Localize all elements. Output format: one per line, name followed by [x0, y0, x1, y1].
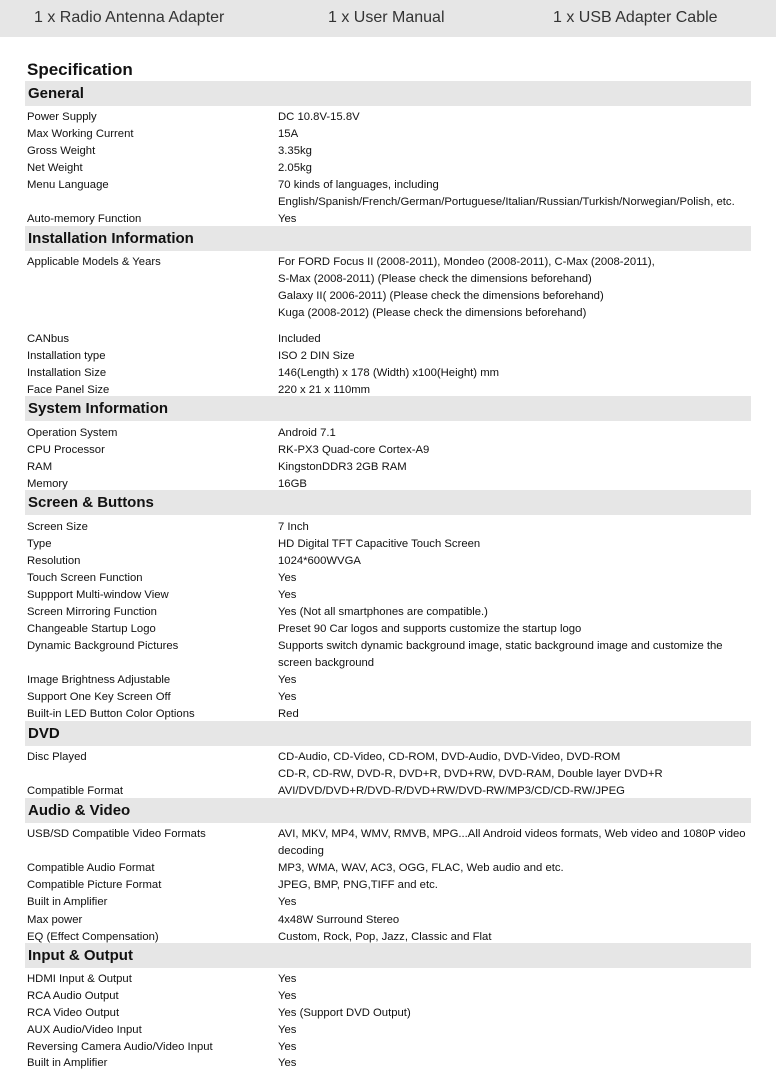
spec-value-line: Custom, Rock, Pop, Jazz, Classic and Flat — [278, 931, 492, 943]
spec-key: RAM — [27, 461, 53, 473]
spec-key: RCA Video Output — [27, 1007, 120, 1019]
spec-key: Built in Amplifier — [27, 1057, 108, 1069]
spec-value — [278, 177, 756, 211]
spec-value — [278, 912, 756, 929]
spec-value-line: Yes — [278, 589, 297, 601]
spec-key: Installation Size — [27, 367, 107, 379]
spec-key: Built-in LED Button Color Options — [27, 708, 195, 720]
spec-value — [278, 442, 756, 459]
spec-value-line: Kuga (2008-2012) (Please check the dimensions beforehand) — [278, 307, 587, 319]
spec-value-line: Yes (Support DVD Output) — [278, 1007, 411, 1019]
spec-value — [278, 749, 756, 783]
spec-key: Suppport Multi-window View — [27, 589, 169, 601]
spec-value-line: MP3, WMA, WAV, AC3, OGG, FLAC, Web audio and etc. — [278, 862, 564, 874]
spec-value-line: Yes — [278, 1024, 297, 1036]
spec-value-line: Android 7.1 — [278, 427, 336, 439]
spec-value-line: Yes (Not all smartphones are compatible.) — [278, 606, 488, 618]
spec-key: Screen Size — [27, 521, 88, 533]
spec-value-line: Yes — [278, 990, 297, 1002]
spec-value — [278, 672, 756, 689]
spec-value-line: AVI/DVD/DVD+R/DVD-R/DVD+RW/DVD-RW/MP3/CD/CD-RW/JPEG — [278, 785, 625, 797]
spec-value-line: DC 10.8V-15.8V — [278, 111, 360, 123]
specification-title: Specification — [27, 60, 133, 79]
spec-value — [278, 570, 756, 587]
spec-key: CPU Processor — [27, 444, 105, 456]
spec-key: Changeable Startup Logo — [27, 623, 156, 635]
accessory-user-manual: 1 x User Manual — [328, 9, 445, 26]
spec-value — [278, 519, 756, 536]
spec-value-line: 16GB — [278, 478, 307, 490]
spec-value-line: CD-Audio, CD-Video, CD-ROM, DVD-Audio, DVD-Video, DVD-ROM — [278, 751, 621, 763]
spec-value-line: Yes — [278, 1041, 297, 1053]
spec-key: Installation type — [27, 350, 106, 362]
spec-key: Power Supply — [27, 111, 97, 123]
spec-value — [278, 254, 756, 322]
spec-value — [278, 638, 756, 672]
spec-value — [278, 143, 756, 160]
spec-value-line: HD Digital TFT Capacitive Touch Screen — [278, 538, 481, 550]
spec-value-line: Yes — [278, 896, 297, 908]
spec-value-line: 146(Length) x 178 (Width) x100(Height) mm — [278, 367, 500, 379]
spec-value — [278, 348, 756, 365]
spec-value — [278, 1055, 756, 1072]
spec-value — [278, 1022, 756, 1039]
spec-value — [278, 587, 756, 604]
spec-value — [278, 459, 756, 476]
spec-key: Gross Weight — [27, 145, 96, 157]
spec-key: Operation System — [27, 427, 118, 439]
spec-value-line: AVI, MKV, MP4, WMV, RMVB, MPG...All Android videos formats, Web video and 1080P video — [278, 828, 746, 840]
spec-value — [278, 971, 756, 988]
spec-key: CANbus — [27, 333, 70, 345]
spec-key: USB/SD Compatible Video Formats — [27, 828, 206, 840]
spec-value-line: Red — [278, 708, 299, 720]
spec-value-line: 70 kinds of languages, including — [278, 179, 439, 191]
spec-value-line: English/Spanish/French/German/Portuguese/Italian/Russian/Turkish/Norwegian/Polish, etc. — [278, 196, 735, 208]
spec-value — [278, 126, 756, 143]
spec-key: Compatible Picture Format — [27, 879, 162, 891]
spec-key: Screen Mirroring Function — [27, 606, 157, 618]
spec-key: AUX Audio/Video Input — [27, 1024, 142, 1036]
spec-key: Disc Played — [27, 751, 87, 763]
spec-key: Face Panel Size — [27, 384, 110, 396]
spec-value-line: Yes — [278, 674, 297, 686]
section-title: System Information — [28, 400, 169, 417]
spec-key: Compatible Format — [27, 785, 124, 797]
spec-key: Support One Key Screen Off — [27, 691, 171, 703]
spec-key: Touch Screen Function — [27, 572, 143, 584]
spec-key: Auto-memory Function — [27, 213, 142, 225]
spec-key: Dynamic Background Pictures — [27, 640, 179, 652]
spec-value-line: Yes — [278, 213, 297, 225]
section-header-system-information — [25, 396, 751, 421]
spec-value — [278, 553, 756, 570]
spec-value-line: CD-R, CD-RW, DVD-R, DVD+R, DVD+RW, DVD-RAM, Double layer DVD+R — [278, 768, 663, 780]
spec-key: Built in Amplifier — [27, 896, 108, 908]
spec-key: Net Weight — [27, 162, 83, 174]
spec-value-line: Included — [278, 333, 321, 345]
spec-value-line: For FORD Focus II (2008-2011), Mondeo (2008-2011), C-Max (2008-2011), — [278, 256, 655, 268]
spec-value-line: screen background — [278, 657, 375, 669]
accessory-radio-antenna-adapter: 1 x Radio Antenna Adapter — [34, 9, 225, 26]
spec-value-line: 1024*600WVGA — [278, 555, 361, 567]
spec-key: Image Brightness Adjustable — [27, 674, 171, 686]
section-title: General — [28, 85, 84, 102]
spec-value — [278, 604, 756, 621]
spec-value-line: JPEG, BMP, PNG,TIFF and etc. — [278, 879, 438, 891]
spec-value — [278, 109, 756, 126]
section-title: DVD — [28, 725, 60, 742]
spec-value-line: 4x48W Surround Stereo — [278, 914, 400, 926]
spec-value-line: S-Max (2008-2011) (Please check the dimensions beforehand) — [278, 273, 592, 285]
spec-key: Max power — [27, 914, 83, 926]
section-title: Input & Output — [28, 947, 133, 964]
spec-value — [278, 877, 756, 894]
spec-value — [278, 894, 756, 911]
spec-value-line: 3.35kg — [278, 145, 312, 157]
section-header-installation-information — [25, 226, 751, 251]
spec-key: Type — [27, 538, 52, 550]
spec-key: Compatible Audio Format — [27, 862, 155, 874]
spec-value — [278, 331, 756, 348]
spec-value-line: 15A — [278, 128, 299, 140]
accessory-usb-adapter-cable: 1 x USB Adapter Cable — [553, 9, 718, 26]
spec-value — [278, 826, 756, 860]
section-header-audio-and-video — [25, 798, 751, 823]
spec-value-line: RK-PX3 Quad-core Cortex-A9 — [278, 444, 430, 456]
section-title: Screen & Buttons — [28, 494, 154, 511]
spec-value-line: Galaxy II( 2006-2011) (Please check the dimensions beforehand) — [278, 290, 604, 302]
spec-key: RCA Audio Output — [27, 990, 119, 1002]
spec-key: Applicable Models & Years — [27, 256, 161, 268]
spec-value-line: 7 Inch — [278, 521, 309, 533]
section-title: Audio & Video — [28, 802, 131, 819]
spec-value-line: decoding — [278, 845, 324, 857]
section-header-input-and-output — [25, 943, 751, 968]
spec-value — [278, 160, 756, 177]
spec-key: Memory — [27, 478, 68, 490]
section-header-dvd — [25, 721, 751, 746]
spec-value-line: Preset 90 Car logos and supports customize the startup logo — [278, 623, 582, 635]
spec-value-line: ISO 2 DIN Size — [278, 350, 355, 362]
spec-key: Resolution — [27, 555, 81, 567]
spec-key: EQ (Effect Compensation) — [27, 931, 159, 943]
spec-key: Reversing Camera Audio/Video Input — [27, 1041, 213, 1053]
spec-value — [278, 1005, 756, 1022]
spec-value-line: Yes — [278, 973, 297, 985]
accessories-bar — [0, 0, 776, 37]
spec-value-line: Yes — [278, 691, 297, 703]
spec-value — [278, 621, 756, 638]
spec-value-line: Supports switch dynamic background image, static background image and customize the — [278, 640, 723, 652]
spec-key: Max Working Current — [27, 128, 134, 140]
spec-value-line: Yes — [278, 1057, 297, 1069]
spec-value — [278, 988, 756, 1005]
spec-value — [278, 425, 756, 442]
spec-value — [278, 1039, 756, 1056]
section-header-screen-and-buttons — [25, 490, 751, 515]
spec-value — [278, 536, 756, 553]
spec-value-line: 220 x 21 x 110mm — [278, 384, 371, 396]
section-header-general — [25, 81, 751, 106]
spec-value — [278, 860, 756, 877]
spec-value — [278, 689, 756, 706]
spec-value — [278, 365, 756, 382]
spec-key: Menu Language — [27, 179, 109, 191]
spec-value-line: 2.05kg — [278, 162, 312, 174]
spec-value-line: KingstonDDR3 2GB RAM — [278, 461, 407, 473]
spec-key: HDMI Input & Output — [27, 973, 132, 985]
section-title: Installation Information — [28, 230, 194, 247]
spec-value-line: Yes — [278, 572, 297, 584]
